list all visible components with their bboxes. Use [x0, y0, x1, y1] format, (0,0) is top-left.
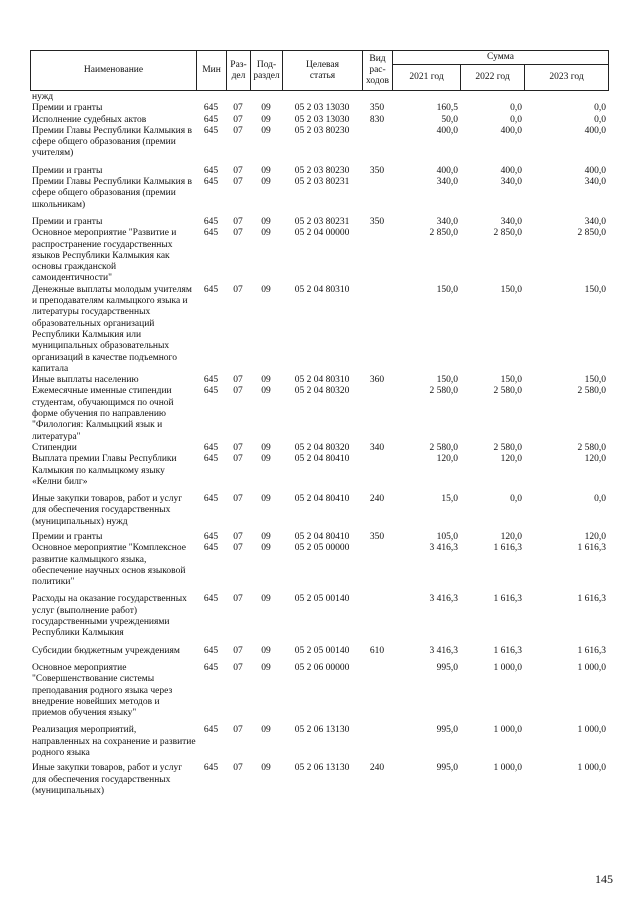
row-ministry: 645: [203, 114, 219, 125]
row-podrazdel: 09: [261, 375, 271, 386]
row-sum-2022: [460, 92, 524, 103]
row-podrazdel: 09: [261, 177, 271, 188]
row-name: Выплата премии Главы Республики Калмыкия по калмыцкому языку «Келни билг»: [32, 454, 177, 487]
row-sum-2021: 400,0: [436, 125, 458, 136]
row-sum-2021: 995,0: [436, 725, 458, 736]
row-razdel: 07: [233, 645, 243, 656]
row-sum-2023: 1 616,3: [577, 645, 606, 656]
row-name: Иные закупки товаров, работ и услуг для обеспечения государственных (муниципальных): [32, 763, 183, 796]
row-podrazdel: [250, 92, 282, 103]
col-header-2022: 2022 год: [461, 65, 525, 91]
row-podrazdel: 09: [261, 662, 271, 673]
row-ministry: 645: [203, 662, 219, 673]
row-sum-2023: 2 850,0: [577, 228, 606, 239]
row-razdel: 07: [233, 103, 243, 114]
row-razdel: 07: [233, 216, 243, 227]
row-name: Исполнение судебных актов: [32, 114, 147, 125]
row-target-article: 05 2 04 80320: [294, 442, 350, 453]
row-sum-2021: [392, 92, 460, 103]
row-ministry: 645: [203, 594, 219, 605]
row-sum-2022: 120,0: [500, 454, 522, 465]
row-target-article: 05 2 04 80310: [294, 284, 350, 295]
row-sum-2023: 0,0: [594, 114, 606, 125]
table-row: [30, 228, 608, 284]
row-name: Премии и гранты: [32, 531, 103, 542]
row-sum-2023: 340,0: [584, 177, 606, 188]
row-ministry: 645: [203, 125, 219, 136]
row-name: Денежные выплаты молодым учителям и преподавателям калмыцкого языка и литературы государственных образовательных организаций Республики Калмыкия или муниципальных образовательных организаций в качестве подъемного капитала: [32, 284, 192, 374]
row-sum-2023: 1 616,3: [577, 543, 606, 554]
row-razdel: 07: [233, 375, 243, 386]
row-expense-type: 340: [369, 442, 385, 453]
row-razdel: 07: [233, 494, 243, 505]
row-sum-2021: 2 850,0: [429, 228, 458, 239]
row-name: Премии Главы Республики Калмыкия в сфере общего образования (премии школьникам): [32, 177, 192, 210]
row-sum-2023: [524, 92, 608, 103]
row-expense-type: 350: [369, 216, 385, 227]
row-podrazdel: 09: [261, 494, 271, 505]
row-name: Иные закупки товаров, работ и услуг для обеспечения государственных (муниципальных) нужд: [32, 494, 183, 527]
row-ministry: 645: [203, 177, 219, 188]
row-sum-2023: 1 616,3: [577, 594, 606, 605]
table-row: [30, 443, 608, 454]
col-header-target: Целевая статья: [283, 51, 363, 91]
row-sum-2021: 3 416,3: [429, 543, 458, 554]
row-expense-type: [362, 92, 392, 103]
row-target-article: 05 2 03 80230: [294, 165, 350, 176]
row-razdel: 07: [233, 228, 243, 239]
row-razdel: 07: [233, 662, 243, 673]
row-ministry: 645: [203, 763, 219, 774]
row-sum-2021: 995,0: [436, 662, 458, 673]
row-target-article: 05 2 04 00000: [294, 228, 350, 239]
row-target-article: 05 2 06 13130: [294, 725, 350, 736]
row-sum-2022: 2 580,0: [493, 442, 522, 453]
row-sum-2023: 400,0: [584, 125, 606, 136]
row-sum-2021: 3 416,3: [429, 594, 458, 605]
row-ministry: 645: [203, 725, 219, 736]
table-row: [30, 594, 608, 639]
row-target-article: 05 2 04 80410: [294, 494, 350, 505]
row-sum-2022: 400,0: [500, 165, 522, 176]
row-name: Основное мероприятие "Совершенствование системы преподавания родного языка через внедрение новейших методов и приемов обучения языку": [32, 662, 173, 719]
row-ministry: 645: [203, 165, 219, 176]
row-razdel: 07: [233, 125, 243, 136]
row-sum-2021: 340,0: [436, 216, 458, 227]
row-name: Реализация мероприятий, направленных на сохранение и развитие родного языка: [32, 725, 196, 759]
row-target-article: 05 2 04 80310: [294, 375, 350, 386]
row-ministry: [196, 92, 226, 103]
row-target-article: 05 2 04 80410: [294, 531, 350, 542]
row-ministry: 645: [203, 103, 219, 114]
row-sum-2022: 1 616,3: [493, 594, 522, 605]
table-row: [30, 763, 608, 797]
row-razdel: 07: [233, 725, 243, 736]
row-target-article: 05 2 06 00000: [294, 662, 350, 673]
row-name: Основное мероприятие "Развитие и распространение государственных языков Республики Калмыкия как основы гражданской самоидентичности": [32, 228, 177, 284]
table-row: [30, 126, 608, 160]
row-expense-type: [362, 386, 392, 442]
row-sum-2023: 2 580,0: [577, 442, 606, 453]
table-row: [30, 115, 608, 126]
col-header-name: Наименование: [31, 51, 197, 91]
row-sum-2022: 1 000,0: [493, 662, 522, 673]
row-target-article: 05 2 03 13030: [294, 114, 350, 125]
row-razdel: 07: [233, 543, 243, 554]
row-target-article: 05 2 03 13030: [294, 103, 350, 114]
table-row: [30, 494, 608, 528]
row-expense-type: [362, 285, 392, 375]
row-target-article: 05 2 04 80320: [294, 386, 350, 397]
row-sum-2022: 0,0: [510, 114, 522, 125]
row-sum-2023: 2 580,0: [577, 386, 606, 397]
row-target-article: [282, 92, 362, 103]
row-sum-2022: 340,0: [500, 177, 522, 188]
table-row: [30, 217, 608, 228]
table-row: [30, 285, 608, 375]
row-expense-type: 350: [369, 531, 385, 542]
row-razdel: 07: [233, 531, 243, 542]
row-ministry: 645: [203, 543, 219, 554]
row-expense-type: 240: [369, 494, 385, 505]
row-podrazdel: 09: [261, 114, 271, 125]
row-target-article: 05 2 03 80231: [294, 216, 350, 227]
row-sum-2023: 0,0: [594, 103, 606, 114]
table-row: [30, 92, 608, 103]
row-target-article: 05 2 05 00140: [294, 645, 350, 656]
row-podrazdel: 09: [261, 725, 271, 736]
row-razdel: 07: [233, 284, 243, 295]
row-sum-2021: 150,0: [436, 284, 458, 295]
row-podrazdel: 09: [261, 454, 271, 465]
row-sum-2021: 400,0: [436, 165, 458, 176]
row-sum-2021: 15,0: [441, 494, 458, 505]
row-sum-2023: 1 000,0: [577, 725, 606, 736]
row-podrazdel: 09: [261, 284, 271, 295]
table-row: [30, 375, 608, 386]
row-sum-2021: 105,0: [436, 531, 458, 542]
row-name: Премии и гранты: [32, 103, 103, 114]
row-sum-2023: 1 000,0: [577, 662, 606, 673]
row-podrazdel: 09: [261, 165, 271, 176]
row-name: Ежемесячные именные стипендии студентам, обучающимся по очной форме обучения по направлению "Филология: Калмыцкий язык и литература": [32, 386, 174, 442]
row-sum-2023: 150,0: [584, 375, 606, 386]
row-expense-type: [362, 725, 392, 759]
table-row: [30, 725, 608, 759]
row-razdel: 07: [233, 386, 243, 397]
row-ministry: 645: [203, 454, 219, 465]
row-sum-2023: 0,0: [594, 494, 606, 505]
row-name: Премии и гранты: [32, 216, 103, 227]
row-sum-2022: 1 616,3: [493, 543, 522, 554]
row-podrazdel: 09: [261, 442, 271, 453]
row-expense-type: [362, 177, 392, 211]
row-sum-2022: 0,0: [510, 494, 522, 505]
row-expense-type: [362, 663, 392, 719]
row-expense-type: 360: [369, 375, 385, 386]
row-sum-2022: 120,0: [500, 531, 522, 542]
table-row: [30, 103, 608, 114]
row-podrazdel: 09: [261, 645, 271, 656]
row-sum-2021: 2 580,0: [429, 386, 458, 397]
row-podrazdel: 09: [261, 125, 271, 136]
row-sum-2022: 1 000,0: [493, 763, 522, 774]
row-sum-2021: 160,5: [436, 103, 458, 114]
row-sum-2021: 120,0: [436, 454, 458, 465]
row-target-article: 05 2 04 80410: [294, 454, 350, 465]
row-ministry: 645: [203, 645, 219, 656]
row-expense-type: 350: [369, 103, 385, 114]
col-header-sum: Сумма: [393, 51, 609, 65]
col-header-expense-type: Вид рас- ходов: [363, 51, 393, 91]
table-row: [30, 663, 608, 719]
row-ministry: 645: [203, 386, 219, 397]
row-sum-2022: 400,0: [500, 125, 522, 136]
col-header-2021: 2021 год: [393, 65, 461, 91]
row-razdel: [226, 92, 250, 103]
table-row: [30, 646, 608, 657]
row-podrazdel: 09: [261, 543, 271, 554]
row-expense-type: 240: [369, 763, 385, 774]
row-name: нужд: [32, 92, 54, 102]
row-razdel: 07: [233, 594, 243, 605]
row-sum-2021: 340,0: [436, 177, 458, 188]
page-number: 145: [595, 872, 613, 886]
row-sum-2022: 0,0: [510, 103, 522, 114]
col-header-razdel: Раз- дел: [227, 51, 251, 91]
row-ministry: 645: [203, 228, 219, 239]
row-sum-2022: 2 580,0: [493, 386, 522, 397]
row-ministry: 645: [203, 531, 219, 542]
row-sum-2021: 995,0: [436, 763, 458, 774]
row-expense-type: 350: [369, 165, 385, 176]
row-name: Премии Главы Республики Калмыкия в сфере общего образования (премии учителям): [32, 125, 192, 159]
row-podrazdel: 09: [261, 386, 271, 397]
row-razdel: 07: [233, 114, 243, 125]
table-row: [30, 166, 608, 177]
row-razdel: 07: [233, 165, 243, 176]
row-sum-2021: 150,0: [436, 375, 458, 386]
row-name: Стипендии: [32, 442, 77, 453]
row-sum-2021: 50,0: [441, 114, 458, 125]
row-target-article: 05 2 05 00140: [294, 594, 350, 605]
row-target-article: 05 2 03 80230: [294, 125, 350, 136]
row-expense-type: [362, 454, 392, 488]
row-podrazdel: 09: [261, 216, 271, 227]
row-name: Основное мероприятие "Комплексное развитие калмыцкого языка, обеспечение научных основ языковой политики": [32, 543, 186, 588]
row-razdel: 07: [233, 442, 243, 453]
row-ministry: 645: [203, 284, 219, 295]
table-row: [30, 543, 608, 588]
row-razdel: 07: [233, 177, 243, 188]
row-razdel: 07: [233, 454, 243, 465]
row-target-article: 05 2 06 13130: [294, 763, 350, 774]
row-expense-type: [362, 228, 392, 284]
row-sum-2022: 1 616,3: [493, 645, 522, 656]
row-sum-2023: 340,0: [584, 216, 606, 227]
row-ministry: 645: [203, 494, 219, 505]
row-sum-2023: 120,0: [584, 531, 606, 542]
row-name: Премии и гранты: [32, 165, 103, 176]
row-podrazdel: 09: [261, 228, 271, 239]
row-expense-type: [362, 543, 392, 588]
row-podrazdel: 09: [261, 763, 271, 774]
row-name: Субсидии бюджетным учреждениям: [32, 645, 180, 656]
row-sum-2022: 150,0: [500, 284, 522, 295]
row-podrazdel: 09: [261, 531, 271, 542]
row-name: Расходы на оказание государственных услуг (выполнение работ) государственными учреждениями Республики Калмыкия: [32, 594, 187, 639]
table-header: [30, 50, 609, 91]
row-ministry: 645: [203, 216, 219, 227]
row-ministry: 645: [203, 375, 219, 386]
row-podrazdel: 09: [261, 103, 271, 114]
row-sum-2022: 2 850,0: [493, 228, 522, 239]
row-expense-type: [362, 126, 392, 160]
row-sum-2021: 3 416,3: [429, 645, 458, 656]
row-sum-2022: 340,0: [500, 216, 522, 227]
row-target-article: 05 2 05 00000: [294, 543, 350, 554]
col-header-podrazdel: Под- раздел: [251, 51, 283, 91]
row-sum-2022: 1 000,0: [493, 725, 522, 736]
row-sum-2021: 2 580,0: [429, 442, 458, 453]
row-sum-2023: 400,0: [584, 165, 606, 176]
row-ministry: 645: [203, 442, 219, 453]
table-row: [30, 454, 608, 488]
row-sum-2022: 150,0: [500, 375, 522, 386]
row-expense-type: 610: [369, 645, 385, 656]
row-expense-type: 830: [369, 114, 385, 125]
row-expense-type: [362, 594, 392, 639]
table-body: [30, 92, 608, 797]
table-row: [30, 177, 608, 211]
row-razdel: 07: [233, 763, 243, 774]
row-podrazdel: 09: [261, 594, 271, 605]
col-header-min: Мин: [197, 51, 227, 91]
table-row: [30, 532, 608, 543]
row-sum-2023: 120,0: [584, 454, 606, 465]
row-sum-2023: 1 000,0: [577, 763, 606, 774]
row-sum-2023: 150,0: [584, 284, 606, 295]
col-header-2023: 2023 год: [525, 65, 609, 91]
row-name: Иные выплаты населению: [32, 375, 139, 386]
table-row: [30, 386, 608, 442]
row-target-article: 05 2 03 80231: [294, 177, 350, 188]
